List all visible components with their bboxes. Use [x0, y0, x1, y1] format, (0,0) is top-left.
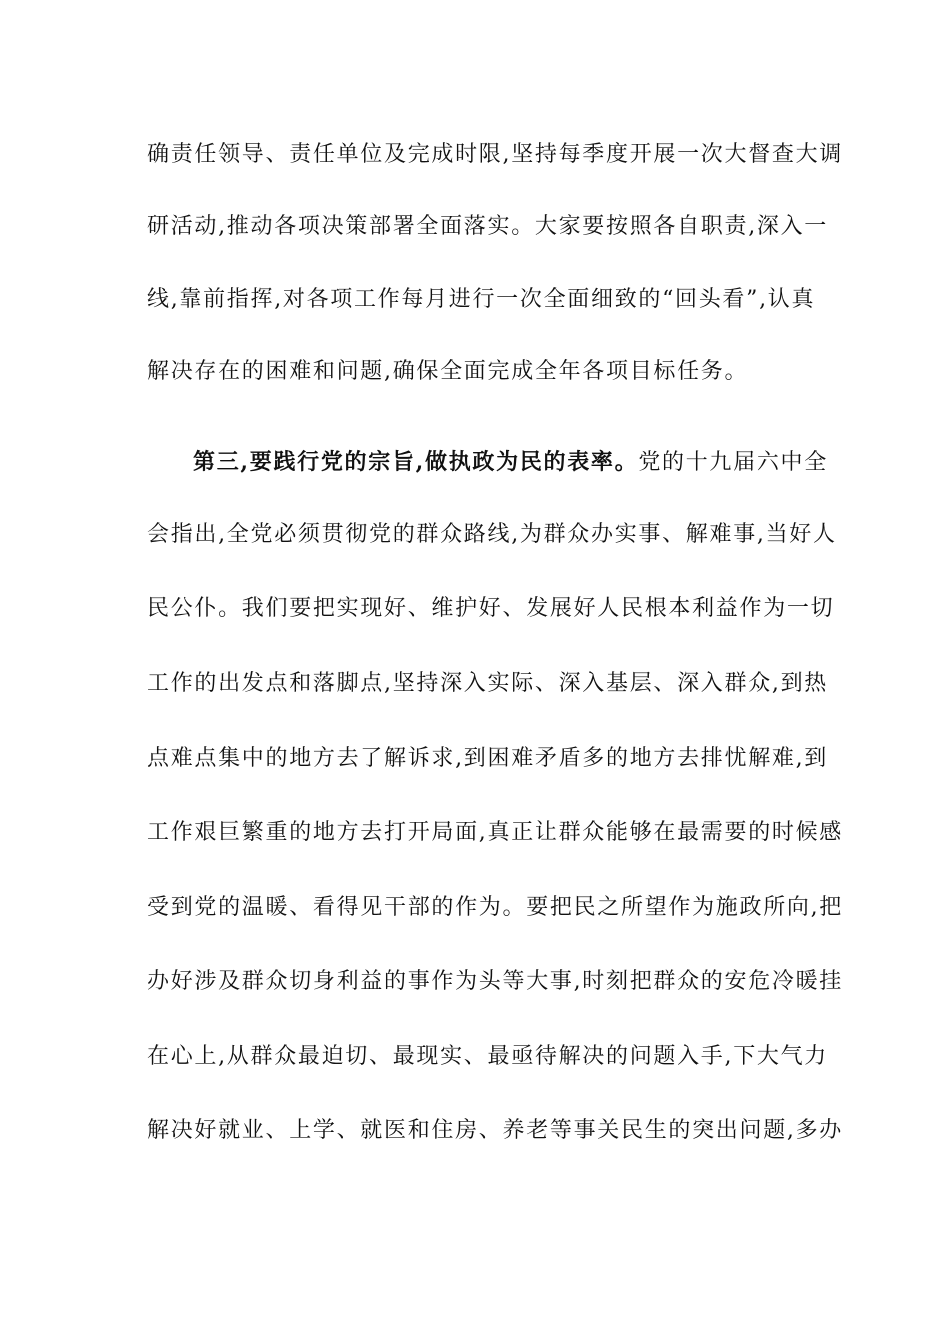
paragraph-2-line-8: 办好涉及群众切身利益的事作为头等大事,时刻把群众的安危冷暖挂: [147, 969, 843, 994]
paragraph-1-line-3: 线,靠前指挥,对各项工作每月进行一次全面细致的“回头看”,认真: [147, 287, 816, 312]
paragraph-2-line-6: 工作艰巨繁重的地方去打开局面,真正让群众能够在最需要的时候感: [147, 820, 843, 845]
section-heading: 第三,要践行党的宗旨,做执政为民的表率。: [193, 449, 639, 475]
paragraph-1-line-1: 确责任领导、责任单位及完成时限,坚持每季度开展一次大督查大调: [147, 142, 843, 167]
paragraph-1-line-2: 研活动,推动各项决策部署全面落实。大家要按照各自职责,深入一: [147, 214, 828, 239]
paragraph-2-line-10: 解决好就业、上学、就医和住房、养老等事关民生的突出问题,多办: [147, 1118, 843, 1143]
paragraph-2-first-line: [193, 447, 828, 478]
paragraph-2-line-5: 点难点集中的地方去了解诉求,到困难矛盾多的地方去排忧解难,到: [147, 746, 828, 771]
paragraph-2-line-9: 在心上,从群众最迫切、最现实、最亟待解决的问题入手,下大气力: [147, 1044, 828, 1069]
paragraph-2-line-2: 会指出,全党必须贯彻党的群众路线,为群众办实事、解难事,当好人: [147, 522, 837, 547]
paragraph-1-line-4: 解决存在的困难和问题,确保全面完成全年各项目标任务。: [147, 359, 749, 384]
paragraph-2-line-7: 受到党的温暖、看得见干部的作为。要把民之所望作为施政所向,把: [147, 895, 843, 920]
paragraph-2-line-3: 民公仆。我们要把实现好、维护好、发展好人民根本利益作为一切: [147, 596, 835, 621]
paragraph-2-first-line-text: 党的十九届六中全: [638, 450, 828, 475]
paragraph-2-line-4: 工作的出发点和落脚点,坚持深入实际、深入基层、深入群众,到热: [147, 671, 828, 696]
